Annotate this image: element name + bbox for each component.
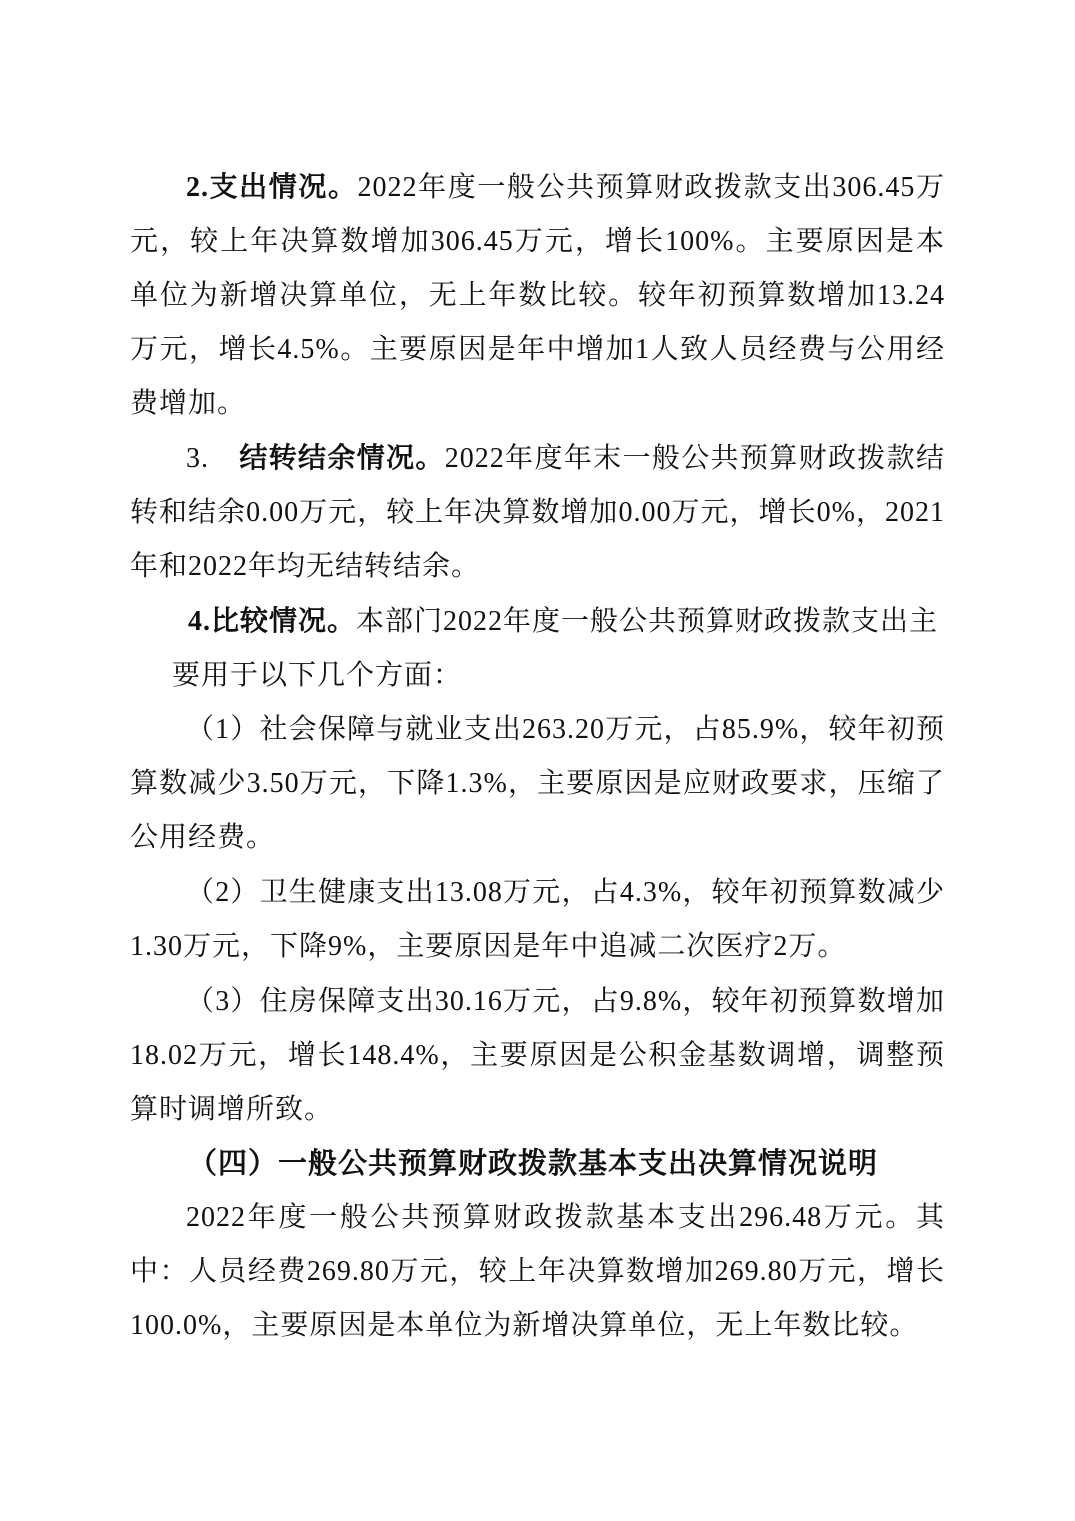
section-heading [130, 1137, 945, 1191]
paragraph-text: 2022年度年末一般公共预算财政拨款结转和结余0.00万元，较上年决算数增加0.00万元，增长0%，2021年和2022年均无结转结余。 [130, 443, 945, 582]
paragraph-basic-expenditure [130, 1191, 945, 1353]
paragraph-lead: 2.支出情况。 [186, 172, 358, 203]
paragraph-text: （3）住房保障支出30.16万元，占9.8%，较年初预算数增加18.02万元，增长148.4%，主要原因是公积金基数调增，调整预算时调增所致。 [130, 986, 945, 1125]
paragraph-number: 3. [186, 443, 209, 474]
section-heading-text: （四）一般公共预算财政拨款基本支出决算情况说明 [188, 1148, 879, 1180]
paragraph-carryover [130, 432, 945, 594]
paragraph-health [130, 866, 945, 974]
paragraph-lead: 结转结余情况。 [239, 443, 445, 474]
paragraph-text: （2）卫生健康支出13.08万元，占4.3%，较年初预算数减少1.30万元，下降9%，主要原因是年中追减二次医疗2万。 [130, 877, 945, 962]
paragraph-text: 2022年度一般公共预算财政拨款基本支出296.48万元。其中：人员经费269.80万元，较上年决算数增加269.80万元，增长100.0%，主要原因是本单位为新增决算单位，无上年数比较。 [130, 1202, 945, 1341]
paragraph-comparison [130, 595, 945, 649]
paragraph-expenditure [130, 161, 945, 431]
paragraph-housing [130, 975, 945, 1137]
paragraph-text-line2: 要用于以下几个方面： [172, 660, 463, 691]
paragraph-text: 2022年度一般公共预算财政拨款支出306.45万元，较上年决算数增加306.45万元，增长100%。主要原因是本单位为新增决算单位，无上年数比较。较年初预算数增加13.24万元，增长4.5%。主要原因是年中增加1人致人员经费与公用经费增加。 [130, 172, 945, 419]
paragraph-text-line1: 本部门2022年度一般公共预算财政拨款支出主 [356, 606, 939, 637]
paragraph-text: （1）社会保障与就业支出263.20万元，占85.9%，较年初预算数减少3.50万元，下降1.3%，主要原因是应财政要求，压缩了公用经费。 [130, 714, 945, 853]
paragraph-comparison-continued [172, 649, 945, 703]
paragraph-lead: 4.比较情况。 [188, 606, 357, 637]
paragraph-social-security [130, 703, 945, 865]
